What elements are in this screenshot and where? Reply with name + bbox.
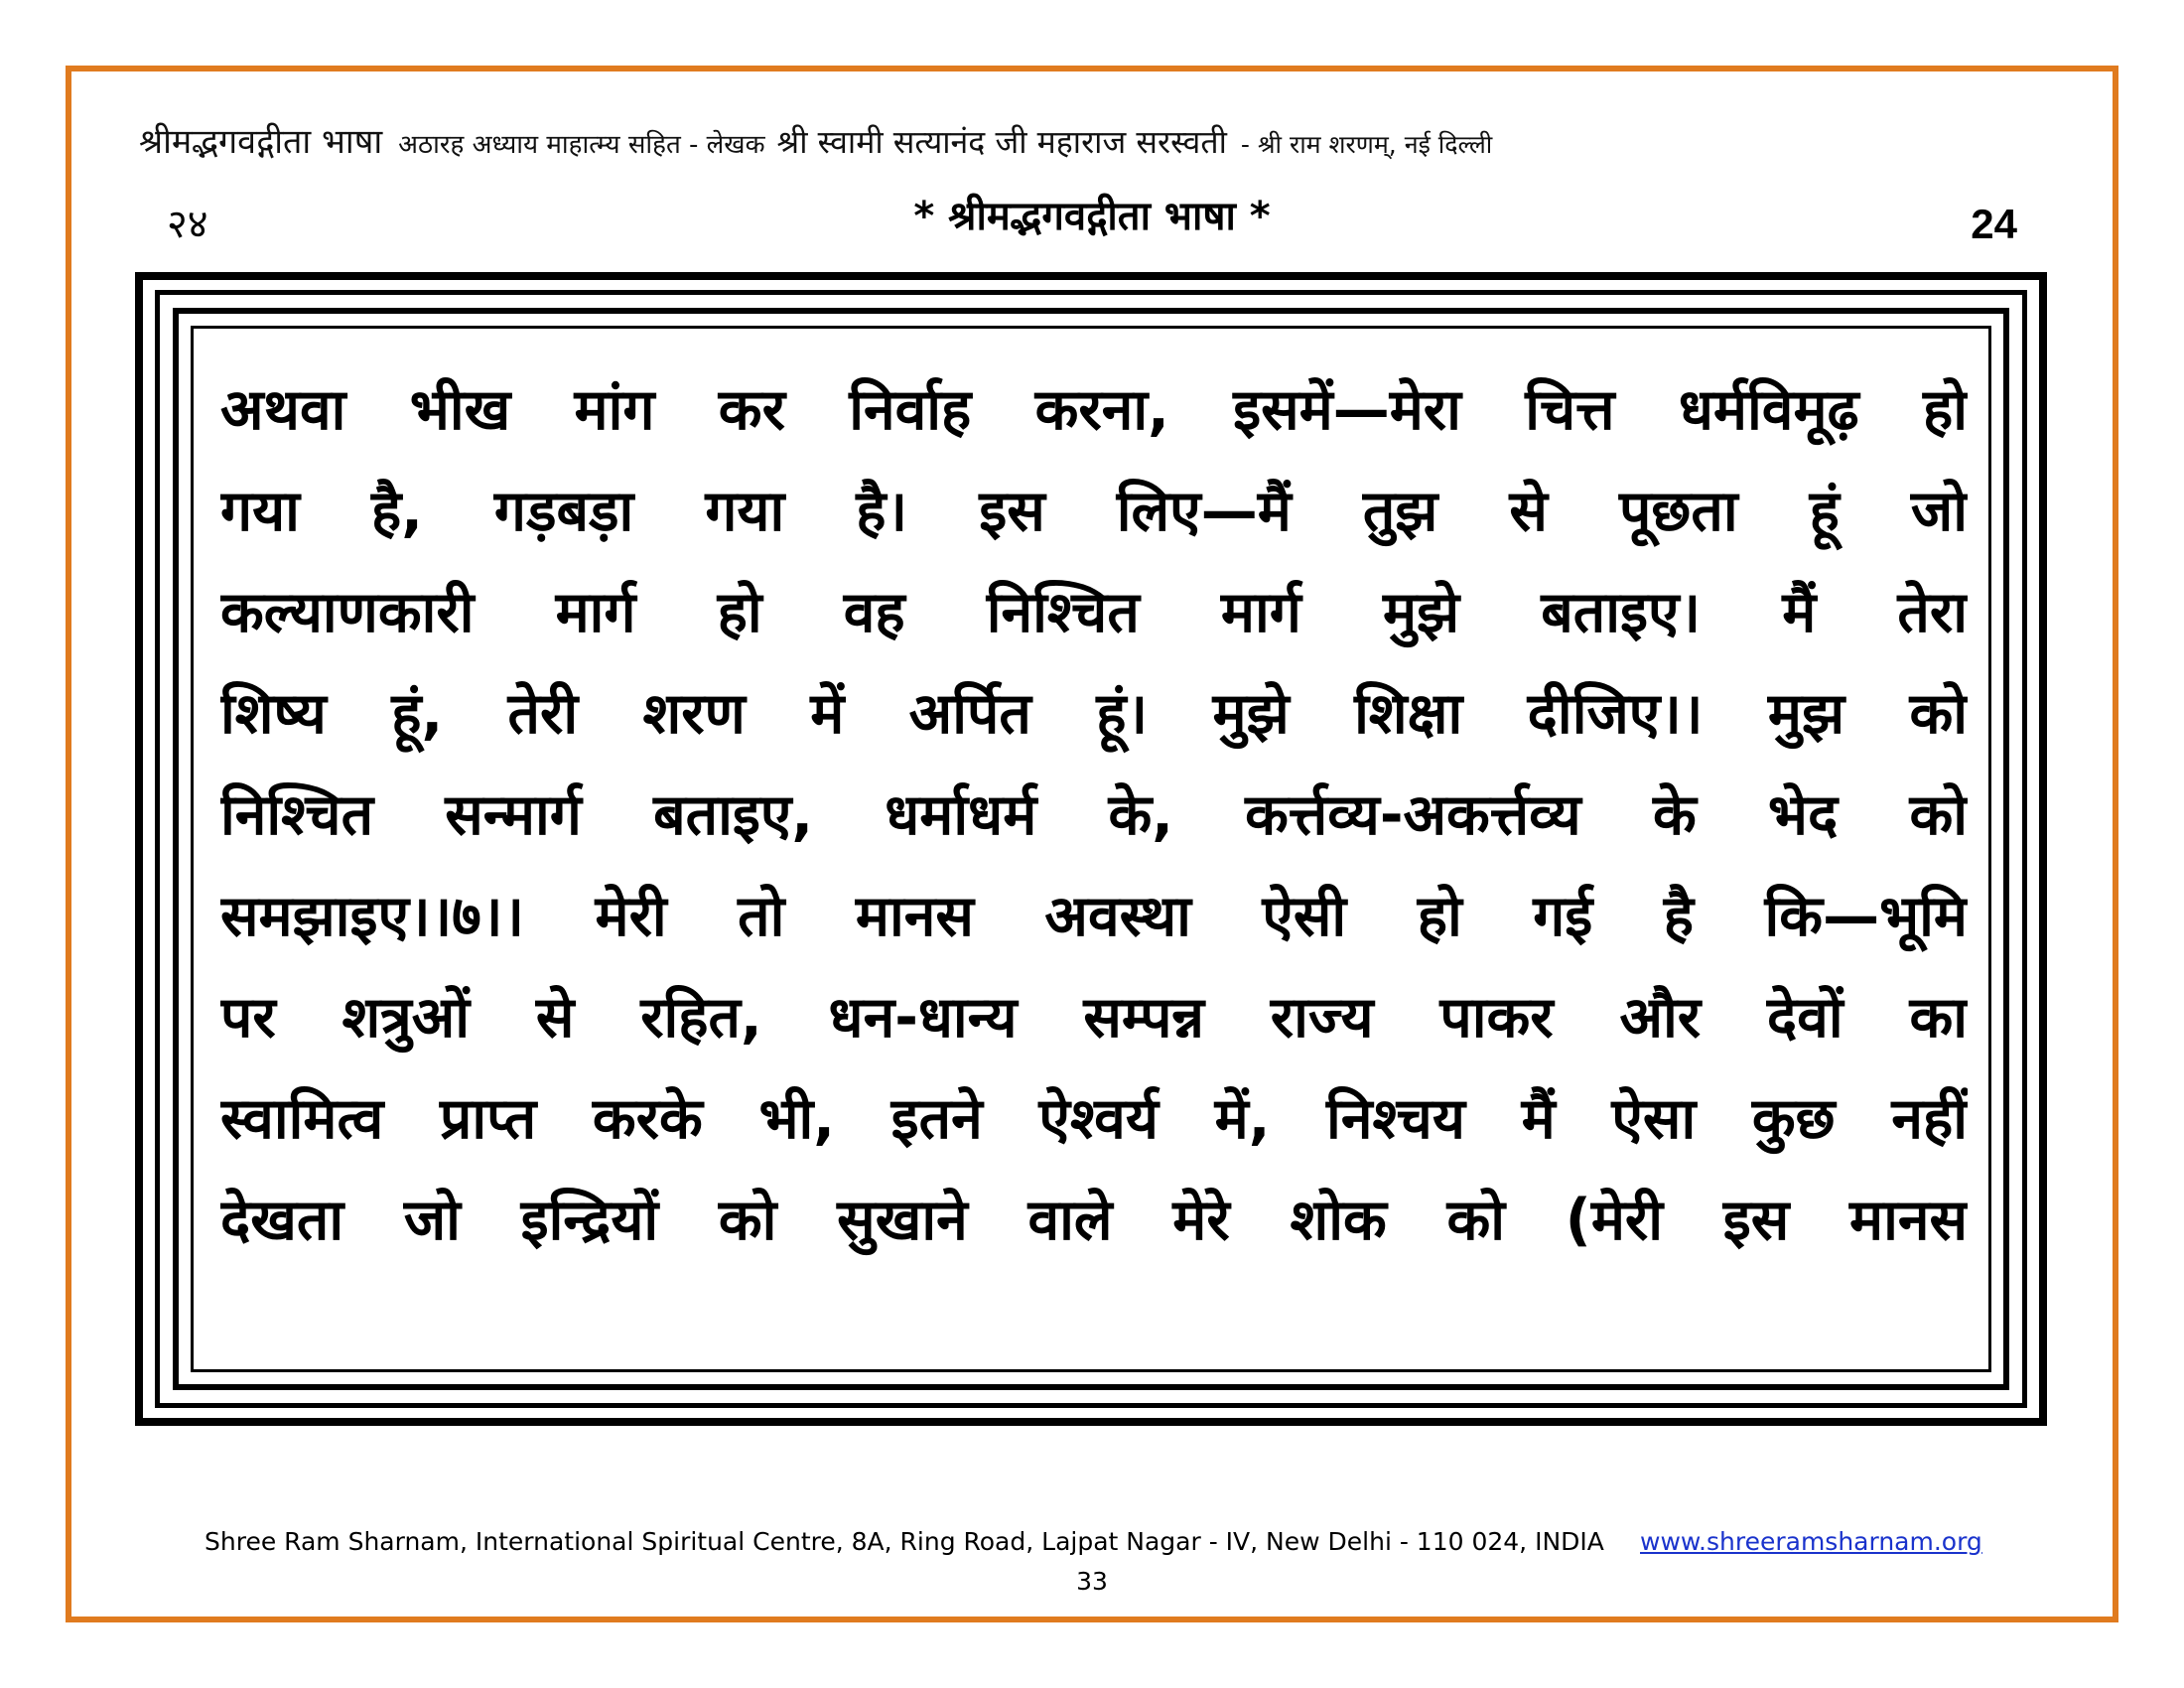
verse-line: पर शत्रुओं से रहित, धन-धान्य सम्पन्न राज्य पाकर और देवों का [220,985,1968,1051]
footer-website-link[interactable]: www.shreeramsharnam.org [1640,1527,1982,1556]
verse-line: स्वामित्व प्राप्त करके भी, इतने ऐश्वर्य में, निश्चय मैं ऐसा कुछ नहीं [220,1086,1968,1152]
verse-text-block [220,359,1968,1271]
author-name: श्री स्वामी सत्यानंद जी महाराज सरस्वती [776,123,1227,161]
book-title: श्रीमद्भगवद्गीता भाषा [139,122,383,162]
page-number-devanagari: २४ [167,202,208,247]
verse-line: देखता जो इन्द्रियों को सुखाने वाले मेरे शोक को (मेरी इस मानस [220,1188,1968,1253]
verse-line: शिष्य हूं, तेरी शरण में अर्पित हूं। मुझे शिक्षा दीजिए।। मुझ को [220,681,1968,747]
footer-page-number: 33 [1076,1567,1108,1596]
verse-line: समझाइए।।७।। मेरी तो मानस अवस्था ऐसी हो गई है कि—भूमि [220,884,1968,949]
verse-line: कल्याणकारी मार्ग हो वह निश्चित मार्ग मुझे बताइए। मैं तेरा [220,580,1968,645]
footer-address: Shree Ram Sharnam, International Spiritual Centre, 8A, Ring Road, Lajpat Nagar - IV, New Delhi - 110 024, INDIA [205,1527,1604,1556]
verse-line: गया है, गड़बड़ा गया है। इस लिए—मैं तुझ से पूछता हूं जो [220,479,1968,544]
page-number-arabic: 24 [1971,201,2017,247]
publisher-place: - श्री राम शरणम्, नई दिल्ली [1240,130,1493,159]
running-title: * श्रीमद्भगवद्गीता भाषा * [913,194,1271,239]
verse-line: निश्चित सन्मार्ग बताइए, धर्माधर्म के, कर्त्तव्य-अकर्त्तव्य के भेद को [220,782,1968,848]
document-header [139,117,2055,167]
verse-line: अथवा भीख मांग कर निर्वाह करना, इसमें—मेरा चित्त धर्मविमूढ़ हो [220,377,1968,443]
book-subtitle: अठारह अध्याय माहात्म्य सहित - लेखक [398,130,765,160]
